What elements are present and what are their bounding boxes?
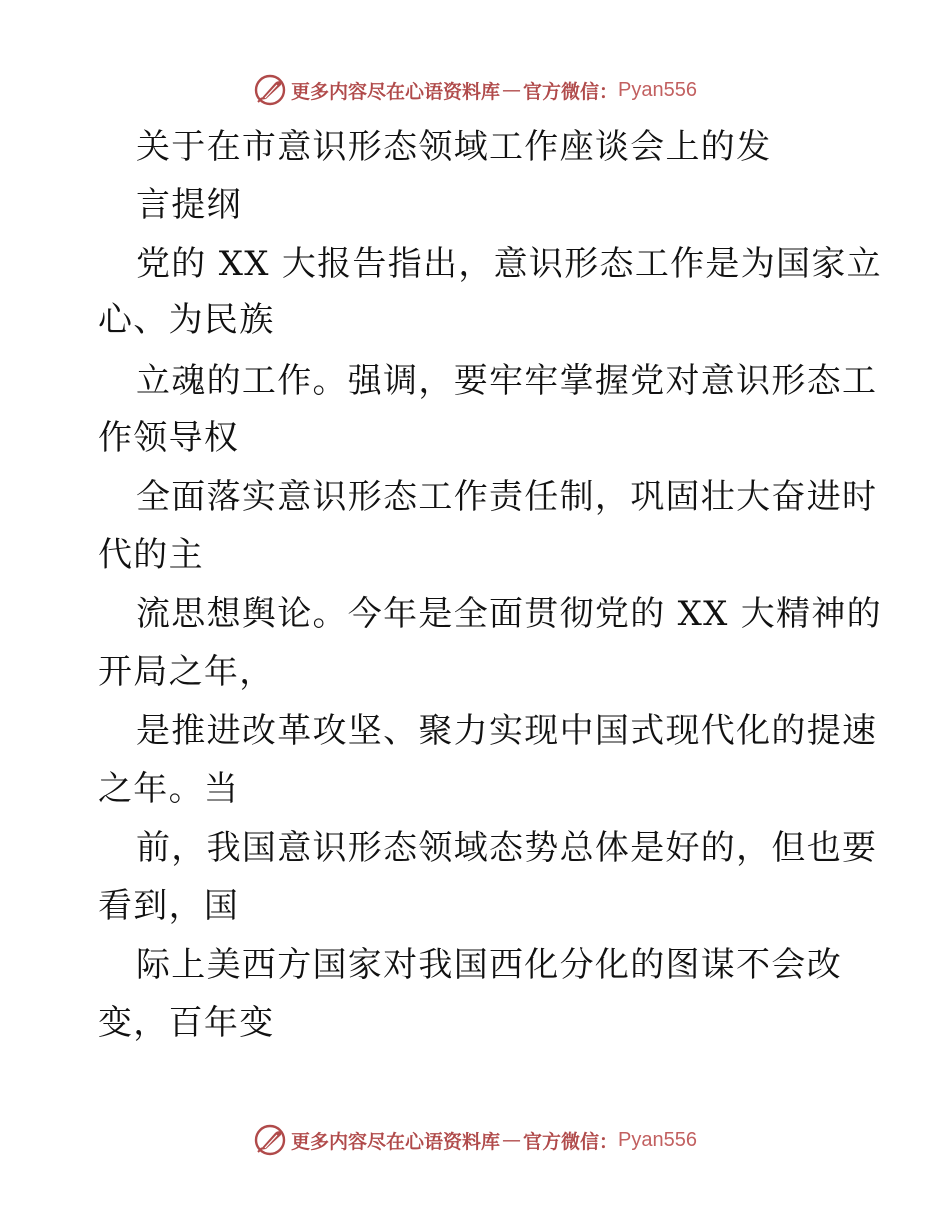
paragraph-line: 看到，国: [98, 886, 240, 926]
quill-logo-icon: [253, 73, 287, 107]
paragraph-line: 代的主: [98, 535, 204, 575]
paragraph-line: 作领导权: [98, 418, 240, 458]
document-title-line-2: 言提纲: [136, 185, 242, 225]
footer-watermark-banner: [0, 1120, 950, 1160]
paragraph-line: 前，我国意识形态领域态势总体是好的，但也要: [136, 828, 878, 868]
quill-logo-icon: [253, 1123, 287, 1157]
paragraph-line: 全面落实意识形态工作责任制，巩固壮大奋进时: [136, 477, 878, 517]
banner-main-text: 更多内容尽在心语资料库: [291, 80, 501, 103]
paragraph-line: 流思想舆论。今年是全面贯彻党的 XX 大精神的: [136, 594, 882, 634]
paragraph-line: 际上美西方国家对我国西化分化的图谋不会改: [136, 945, 842, 985]
paragraph-line: 党的 XX 大报告指出，意识形态工作是为国家立: [136, 244, 882, 284]
paragraph-line: 是推进改革攻坚、聚力实现中国式现代化的提速: [136, 711, 878, 751]
paragraph-line: 立魂的工作。强调，要牢牢掌握党对意识形态工: [136, 361, 878, 401]
banner-wechat-id: Pyan556: [618, 78, 697, 101]
paragraph-line: 变，百年变: [98, 1003, 275, 1043]
header-watermark-banner: [0, 70, 950, 110]
paragraph-line: 心、为民族: [98, 300, 275, 340]
banner-main-text: 更多内容尽在心语资料库: [291, 1130, 501, 1153]
banner-separator: —: [502, 1129, 522, 1151]
paragraph-line: 之年。当: [98, 769, 240, 809]
paragraph-line: 开局之年，: [98, 652, 275, 692]
banner-separator: —: [502, 79, 522, 101]
banner-wechat-id: Pyan556: [618, 1128, 697, 1151]
banner-wechat-label: 官方微信：: [523, 1130, 619, 1153]
banner-wechat-label: 官方微信：: [523, 80, 619, 103]
document-title-line-1: 关于在市意识形态领域工作座谈会上的发: [136, 127, 772, 167]
